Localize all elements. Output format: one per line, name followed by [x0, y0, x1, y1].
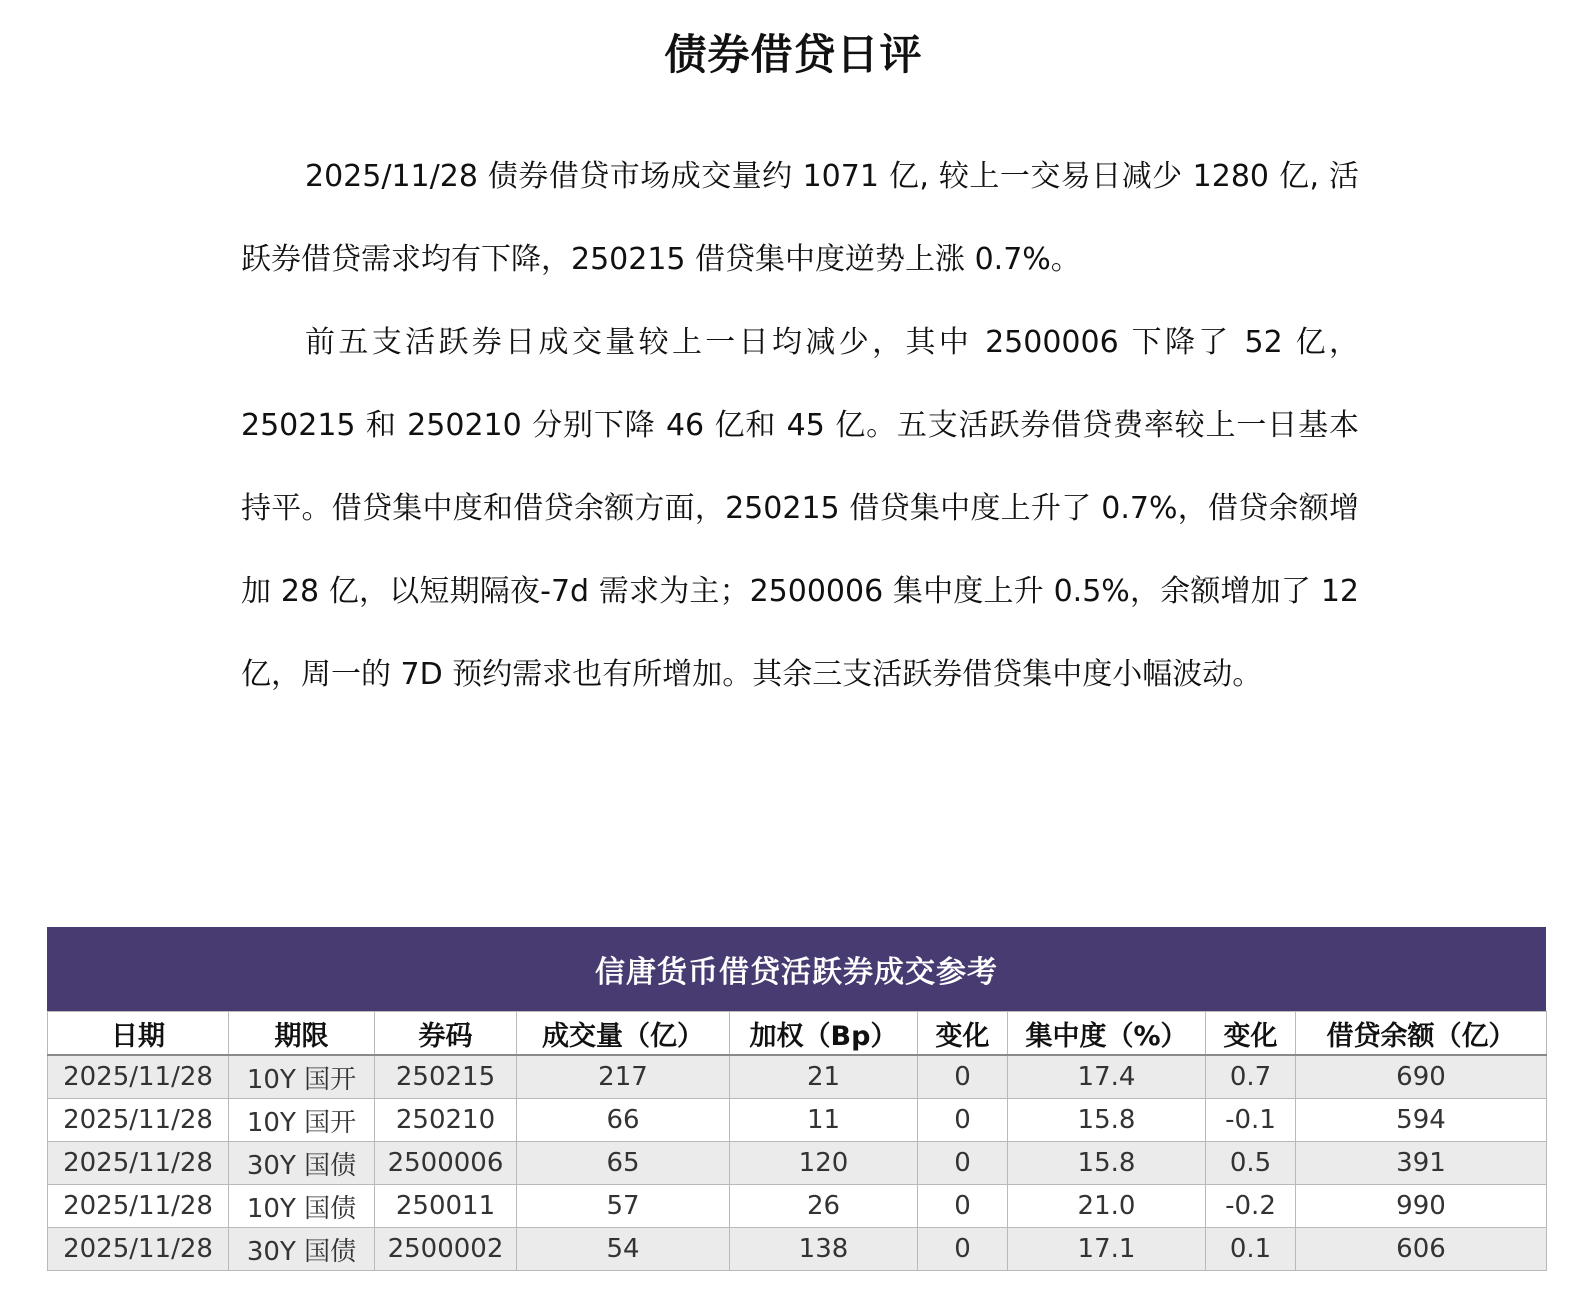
- cell-concentration-change: -0.1: [1206, 1099, 1296, 1142]
- cell-concentration: 15.8: [1008, 1142, 1206, 1185]
- column-header-tenor: 期限: [229, 1012, 375, 1056]
- cell-weighted-rate: 138: [730, 1228, 918, 1271]
- column-header-date: 日期: [48, 1012, 229, 1056]
- cell-concentration: 17.4: [1008, 1055, 1206, 1099]
- active-bond-table: [47, 927, 1546, 1271]
- column-header-bond-code: 券码: [375, 1012, 517, 1056]
- table-row: [48, 1228, 1547, 1271]
- table-row: [48, 1099, 1547, 1142]
- cell-balance: 990: [1296, 1185, 1547, 1228]
- cell-concentration-change: -0.2: [1206, 1185, 1296, 1228]
- cell-bond-code: 2500006: [375, 1142, 517, 1185]
- cell-rate-change: 0: [918, 1185, 1008, 1228]
- cell-volume: 66: [517, 1099, 730, 1142]
- cell-concentration-change: 0.7: [1206, 1055, 1296, 1099]
- column-header-concentration-change: 变化: [1206, 1012, 1296, 1056]
- cell-tenor: 30Y 国债: [229, 1228, 375, 1271]
- cell-balance: 391: [1296, 1142, 1547, 1185]
- cell-bond-code: 250011: [375, 1185, 517, 1228]
- cell-bond-code: 250215: [375, 1055, 517, 1099]
- column-header-concentration: 集中度（%）: [1008, 1012, 1206, 1056]
- article-body: [241, 135, 1359, 716]
- cell-volume: 54: [517, 1228, 730, 1271]
- paragraph-detail: 前五支活跃券日成交量较上一日均减少，其中 2500006 下降了 52 亿，250215 和 250210 分别下降 46 亿和 45 亿。五支活跃券借贷费率较上一日基本持平。借贷集中度和借贷余额方面，250215 借贷集中度上升了 0.7%，借贷余额增加 28 亿，以短期隔夜-7d 需求为主；2500006 集中度上升 0.5%，余额增加了 12 亿，周一的 7D 预约需求也有所增加。其余三支活跃券借贷集中度小幅波动。: [241, 325, 1359, 692]
- cell-rate-change: 0: [918, 1055, 1008, 1099]
- cell-bond-code: 2500002: [375, 1228, 517, 1271]
- table-header-row: [48, 1012, 1547, 1056]
- cell-date: 2025/11/28: [48, 1228, 229, 1271]
- cell-volume: 65: [517, 1142, 730, 1185]
- bond-lending-table: [47, 1011, 1547, 1271]
- cell-date: 2025/11/28: [48, 1099, 229, 1142]
- cell-concentration: 21.0: [1008, 1185, 1206, 1228]
- cell-volume: 57: [517, 1185, 730, 1228]
- page-title: 债券借贷日评: [664, 30, 923, 79]
- cell-concentration: 17.1: [1008, 1228, 1206, 1271]
- column-header-volume: 成交量（亿）: [517, 1012, 730, 1056]
- cell-rate-change: 0: [918, 1099, 1008, 1142]
- cell-date: 2025/11/28: [48, 1055, 229, 1099]
- column-header-rate-change: 变化: [918, 1012, 1008, 1056]
- table-row: [48, 1055, 1547, 1099]
- table-row: [48, 1185, 1547, 1228]
- cell-balance: 594: [1296, 1099, 1547, 1142]
- cell-rate-change: 0: [918, 1228, 1008, 1271]
- cell-concentration-change: 0.1: [1206, 1228, 1296, 1271]
- cell-date: 2025/11/28: [48, 1142, 229, 1185]
- table-row: [48, 1142, 1547, 1185]
- cell-weighted-rate: 26: [730, 1185, 918, 1228]
- table-caption: 信唐货币借贷活跃券成交参考: [47, 927, 1546, 1011]
- cell-tenor: 10Y 国开: [229, 1099, 375, 1142]
- cell-bond-code: 250210: [375, 1099, 517, 1142]
- cell-weighted-rate: 120: [730, 1142, 918, 1185]
- cell-tenor: 10Y 国债: [229, 1185, 375, 1228]
- cell-balance: 690: [1296, 1055, 1547, 1099]
- cell-concentration-change: 0.5: [1206, 1142, 1296, 1185]
- cell-rate-change: 0: [918, 1142, 1008, 1185]
- column-header-balance: 借贷余额（亿）: [1296, 1012, 1547, 1056]
- cell-balance: 606: [1296, 1228, 1547, 1271]
- cell-concentration: 15.8: [1008, 1099, 1206, 1142]
- cell-weighted-rate: 11: [730, 1099, 918, 1142]
- paragraph-summary: 2025/11/28 债券借贷市场成交量约 1071 亿, 较上一交易日减少 1280 亿, 活跃券借贷需求均有下降，250215 借贷集中度逆势上涨 0.7%。: [241, 159, 1359, 277]
- cell-tenor: 10Y 国开: [229, 1055, 375, 1099]
- column-header-weighted-rate: 加权（Bp）: [730, 1012, 918, 1056]
- cell-volume: 217: [517, 1055, 730, 1099]
- cell-tenor: 30Y 国债: [229, 1142, 375, 1185]
- cell-weighted-rate: 21: [730, 1055, 918, 1099]
- cell-date: 2025/11/28: [48, 1185, 229, 1228]
